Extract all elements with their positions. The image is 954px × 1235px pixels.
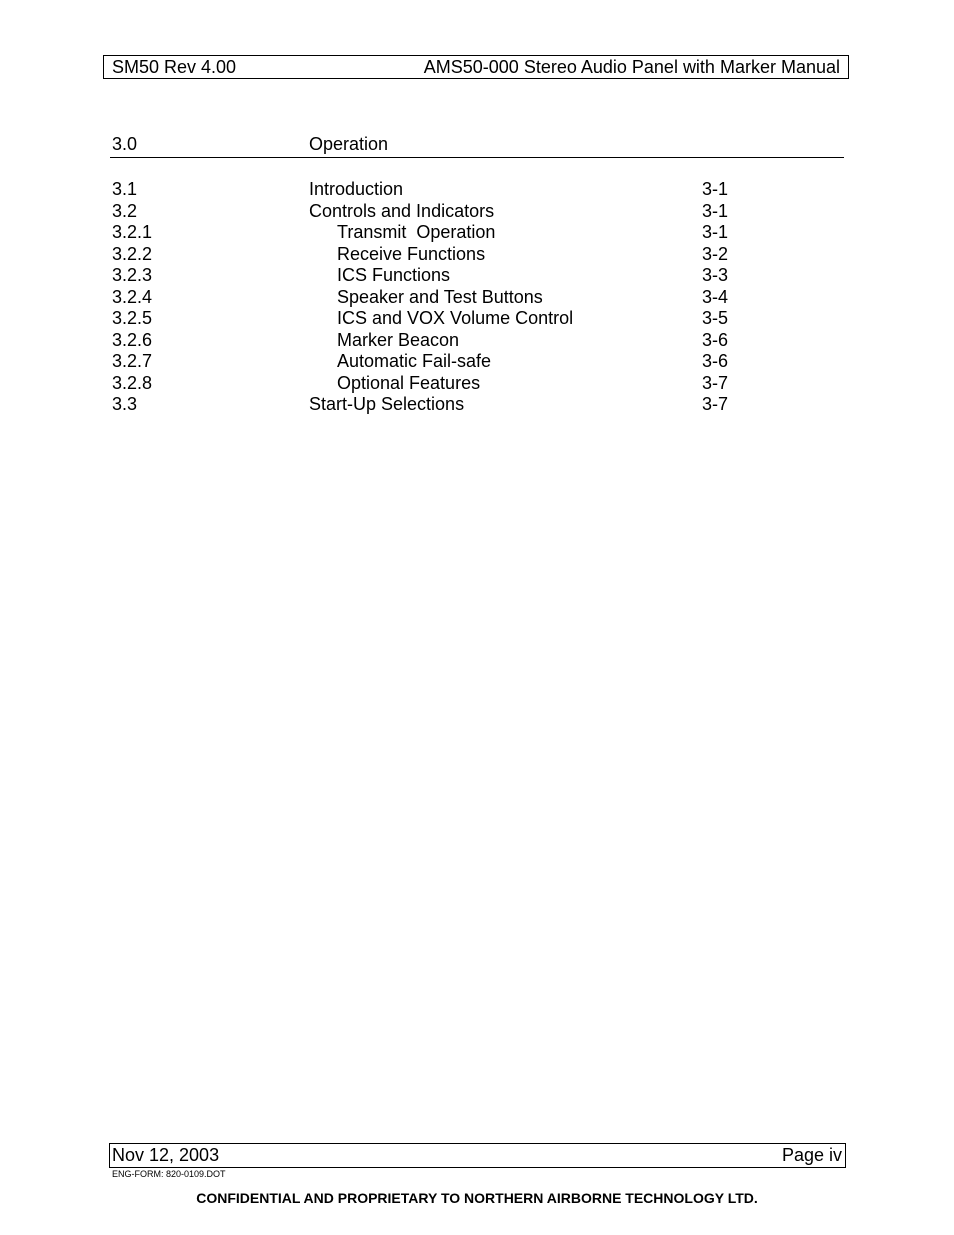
toc-entry-title: Start-Up Selections — [309, 394, 465, 414]
table-of-contents — [110, 179, 844, 416]
toc-entry-page: 3-3 — [702, 265, 729, 285]
toc-entry-title: ICS and VOX Volume Control — [337, 308, 574, 328]
toc-entry-number: 3.2.2 — [112, 243, 153, 264]
toc-entry-number: 3.2.3 — [112, 265, 153, 285]
toc-entry-title: Controls and Indicators — [309, 200, 495, 221]
toc-entry-number: 3.2.8 — [112, 372, 153, 393]
toc-entry — [110, 308, 844, 330]
toc-entry-page: 3-1 — [702, 200, 729, 221]
toc-entry — [110, 222, 844, 244]
document-id: SM50 Rev 4.00 — [112, 57, 237, 77]
confidentiality-notice: CONFIDENTIAL AND PROPRIETARY TO NORTHERN AIRBORNE TECHNOLOGY LTD. — [196, 1190, 758, 1206]
page-footer — [109, 1143, 846, 1168]
toc-entry — [110, 394, 844, 416]
toc-entry-title: ICS Functions — [337, 265, 451, 285]
toc-entry-page: 3-2 — [702, 243, 729, 264]
toc-entry-title: Introduction — [309, 179, 404, 199]
toc-entry — [110, 287, 844, 309]
toc-entry-page: 3-1 — [702, 222, 729, 242]
toc-entry — [110, 351, 844, 373]
toc-entry — [110, 201, 844, 223]
toc-entry-title: Transmit Operation — [337, 222, 496, 242]
toc-entry-title: Receive Functions — [337, 243, 486, 264]
toc-entry-title: Marker Beacon — [337, 329, 460, 350]
toc-entry-number: 3.2.6 — [112, 329, 153, 350]
toc-entry — [110, 373, 844, 395]
page-header — [103, 55, 849, 79]
form-code: ENG-FORM: 820-0109.DOT — [112, 1169, 226, 1179]
toc-entry-number: 3.1 — [112, 179, 138, 199]
toc-entry-page: 3-7 — [702, 372, 729, 393]
toc-entry-page: 3-6 — [702, 329, 729, 350]
toc-entry — [110, 179, 844, 201]
section-number: 3.0 — [112, 134, 138, 154]
footer-page-number: Page iv — [781, 1145, 842, 1165]
toc-entry-title: Automatic Fail-safe — [337, 351, 492, 371]
toc-entry-number: 3.2.4 — [112, 286, 153, 307]
footer-date: Nov 12, 2003 — [112, 1145, 220, 1165]
toc-entry-page: 3-7 — [702, 394, 729, 414]
document-title: AMS50-000 Stereo Audio Panel with Marker Manual — [423, 57, 840, 77]
toc-entry-page: 3-5 — [702, 308, 729, 328]
section-title: Operation — [309, 134, 389, 154]
toc-entry-number: 3.2 — [112, 200, 138, 221]
toc-entry-page: 3-6 — [702, 351, 729, 371]
toc-entry-number: 3.2.1 — [112, 222, 153, 242]
toc-entry — [110, 330, 844, 352]
toc-entry — [110, 244, 844, 266]
toc-entry-title: Speaker and Test Buttons — [337, 286, 543, 307]
toc-entry-title: Optional Features — [337, 372, 481, 393]
toc-entry-number: 3.3 — [112, 394, 138, 414]
toc-entry — [110, 265, 844, 287]
toc-entry-number: 3.2.5 — [112, 308, 153, 328]
section-heading — [110, 134, 844, 158]
toc-entry-page: 3-1 — [702, 179, 729, 199]
toc-entry-number: 3.2.7 — [112, 351, 153, 371]
toc-entry-page: 3-4 — [702, 286, 729, 307]
